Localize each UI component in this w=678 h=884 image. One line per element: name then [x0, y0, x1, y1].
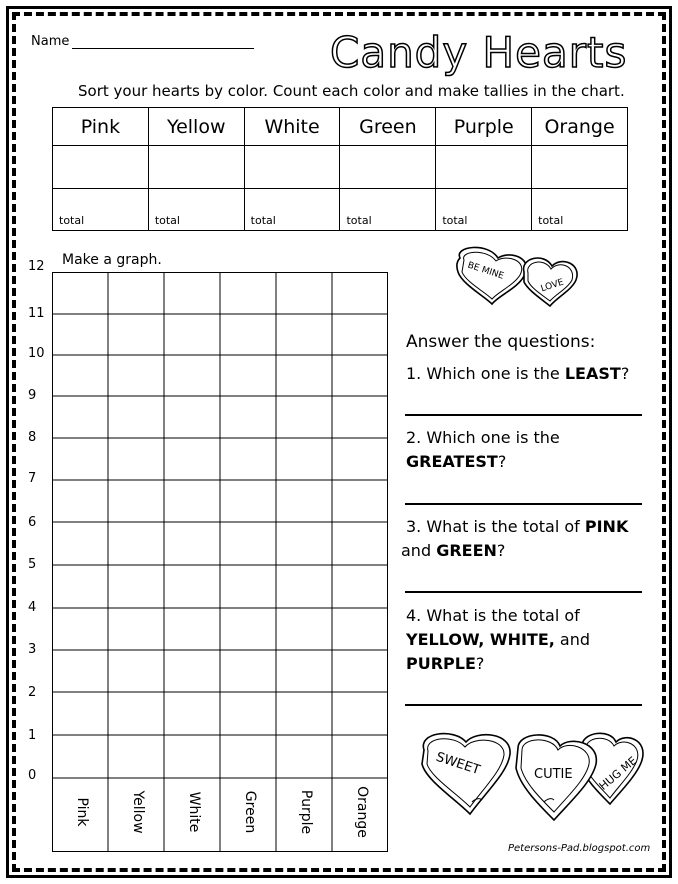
answer-line-1[interactable]	[405, 414, 642, 416]
candy-hearts-top-illustration	[448, 244, 582, 310]
y-tick-0: 0	[28, 768, 37, 783]
y-tick-2: 2	[28, 685, 37, 700]
y-tick-8: 8	[28, 430, 37, 445]
y-tick-5: 5	[28, 557, 37, 572]
tally-header-green: Green	[340, 108, 436, 146]
y-tick-1: 1	[28, 728, 37, 743]
tally-cell-purple[interactable]	[436, 146, 532, 189]
tally-cell-white[interactable]	[244, 146, 340, 189]
tally-header-purple: Purple	[436, 108, 532, 146]
answer-line-2[interactable]	[405, 503, 642, 505]
y-tick-11: 11	[28, 306, 45, 321]
heart-text-sweet: SWEET	[433, 749, 482, 779]
answer-line-3[interactable]	[405, 591, 642, 593]
page-title: Candy Hearts	[330, 28, 628, 77]
total-cell-purple[interactable]: total	[436, 189, 532, 231]
tally-cell-green[interactable]	[340, 146, 436, 189]
bar-graph-grid[interactable]	[52, 272, 388, 852]
total-cell-yellow[interactable]: total	[148, 189, 244, 231]
tally-header-pink: Pink	[53, 108, 149, 146]
question-3: 3. What is the total of PINK and GREEN?	[401, 517, 629, 560]
tally-cell-pink[interactable]	[53, 146, 149, 189]
tally-chart	[52, 107, 628, 231]
question-2: 2. Which one is the GREATEST?	[406, 428, 560, 471]
question-1: 1. Which one is the LEAST?	[406, 364, 630, 383]
instructions: Sort your hearts by color. Count each color and make tallies in the chart.	[78, 82, 625, 100]
graph-title: Make a graph.	[62, 252, 162, 268]
footer-credit: Petersons-Pad.blogspot.com	[508, 843, 651, 854]
answer-line-4[interactable]	[405, 704, 642, 706]
name-label: Name	[31, 34, 70, 49]
graph-label-purple: Purple	[298, 789, 314, 835]
total-cell-pink[interactable]: total	[53, 189, 149, 231]
questions-heading: Answer the questions:	[406, 332, 596, 352]
y-tick-6: 6	[28, 515, 37, 530]
y-tick-7: 7	[28, 471, 37, 486]
tally-header-orange: Orange	[532, 108, 628, 146]
heart-text-cutie: CUTIE	[534, 767, 573, 782]
graph-label-white: White	[186, 791, 202, 833]
tally-header-yellow: Yellow	[148, 108, 244, 146]
graph-label-yellow: Yellow	[130, 790, 146, 834]
question-4: 4. What is the total of YELLOW, WHITE, and PURPLE?	[406, 606, 591, 673]
graph-label-green: Green	[242, 790, 258, 834]
heart-text-hug-me: HUG ME	[596, 754, 640, 793]
total-cell-green[interactable]: total	[340, 189, 436, 231]
total-cell-white[interactable]: total	[244, 189, 340, 231]
y-tick-3: 3	[28, 642, 37, 657]
graph-label-pink: Pink	[74, 797, 90, 827]
candy-hearts-bottom-illustration	[414, 728, 648, 828]
y-tick-10: 10	[28, 346, 45, 361]
graph-label-orange: Orange	[354, 786, 370, 838]
y-tick-9: 9	[28, 388, 37, 403]
name-line[interactable]	[72, 48, 254, 49]
tally-cell-yellow[interactable]	[148, 146, 244, 189]
heart-text-love: LOVE	[539, 277, 566, 295]
y-tick-4: 4	[28, 600, 37, 615]
tally-cell-orange[interactable]	[532, 146, 628, 189]
tally-header-white: White	[244, 108, 340, 146]
heart-text-be-mine: BE MINE	[466, 260, 506, 282]
total-cell-orange[interactable]: total	[532, 189, 628, 231]
y-tick-12: 12	[28, 259, 45, 274]
